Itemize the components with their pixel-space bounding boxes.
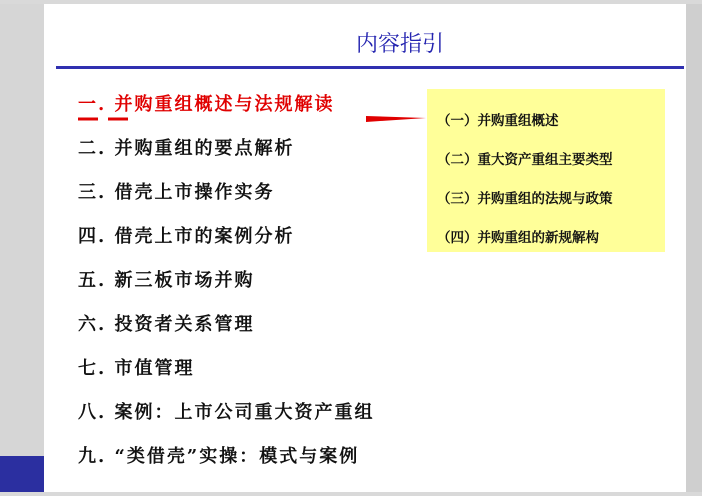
- active-item-underline: [76, 112, 426, 126]
- corner-accent-block: [0, 456, 44, 492]
- chapter-item-5[interactable]: 五. 新三板市场并购: [78, 270, 255, 291]
- chapter-item-8[interactable]: 八. 案例：上市公司重大资产重组: [78, 402, 375, 423]
- chapter-item-4[interactable]: 四. 借壳上市的案例分析: [78, 226, 295, 247]
- sub-topic-item-4[interactable]: （四）并购重组的新规解构: [437, 230, 599, 246]
- page-title: 内容指引: [355, 32, 444, 57]
- chapter-item-9[interactable]: 九. “类借壳”实操：模式与案例: [78, 446, 360, 467]
- sub-topic-item-3[interactable]: （三）并购重组的法规与政策: [437, 191, 613, 207]
- title-divider: [56, 66, 684, 69]
- chapter-item-3[interactable]: 三. 借壳上市操作实务: [78, 182, 275, 203]
- right-margin: [686, 4, 702, 492]
- sub-topic-item-2[interactable]: （二）重大资产重组主要类型: [437, 152, 613, 168]
- chapter-item-2[interactable]: 二. 并购重组的要点解析: [78, 138, 295, 159]
- sub-topic-box: [427, 89, 665, 252]
- left-margin: [0, 4, 44, 492]
- chapter-item-1[interactable]: 一. 并购重组概述与法规解读: [78, 94, 335, 115]
- slide: [44, 4, 686, 492]
- chapter-list: [78, 90, 375, 486]
- chapter-item-7[interactable]: 七. 市值管理: [78, 358, 195, 379]
- sub-topic-item-1[interactable]: （一）并购重组概述: [437, 113, 559, 129]
- chapter-item-6[interactable]: 六. 投资者关系管理: [78, 314, 255, 335]
